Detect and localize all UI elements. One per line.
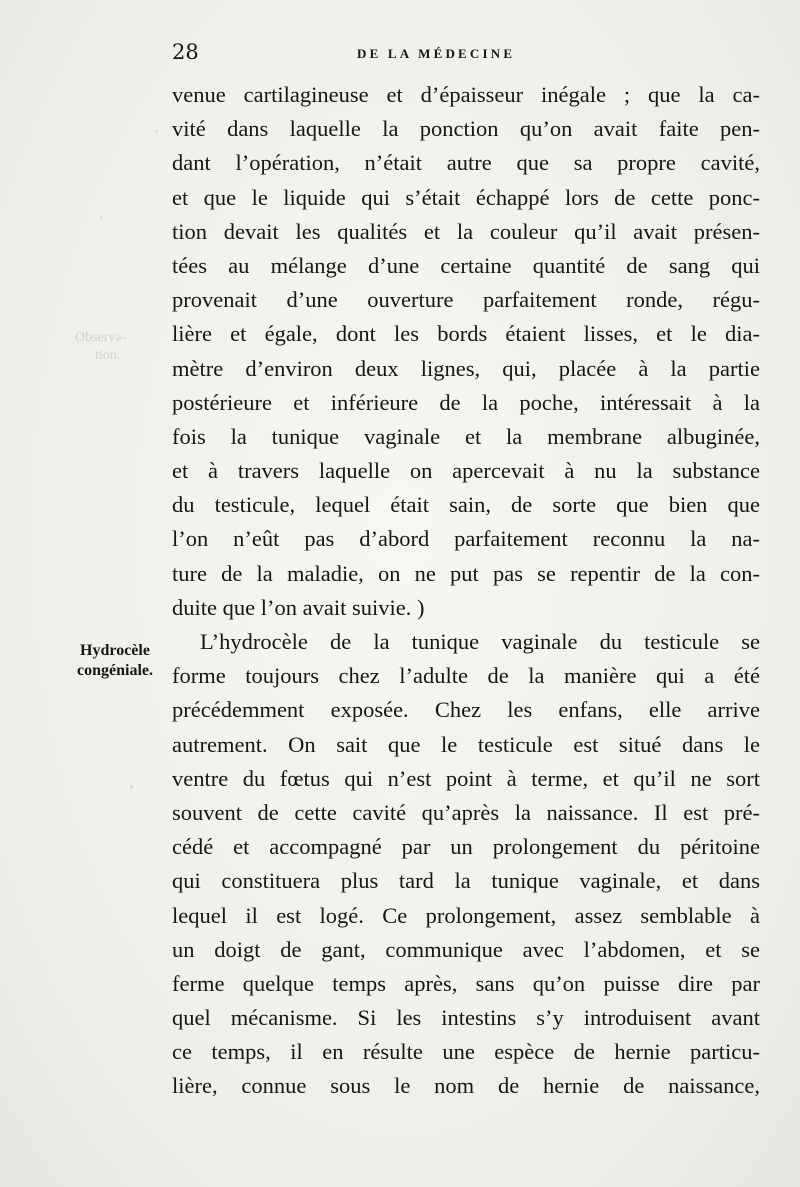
text-line: ture de la maladie, on ne put pas se repentir de la con- <box>172 560 760 586</box>
text-line: souvent de cette cavité qu’après la naissance. Il est pré- <box>172 799 760 825</box>
paragraph-start-line: L’hydrocèle de la tunique vaginale du testicule se <box>200 629 760 654</box>
page-header <box>172 40 760 70</box>
text-line: précédemment exposée. Chez les enfans, elle arrive <box>172 697 760 723</box>
text-line: tées au mélange d’une certaine quantité de sang qui <box>172 252 760 278</box>
text-line: mètre d’environ deux lignes, qui, placée à la partie <box>172 355 760 381</box>
text-line: duite que l’on avait suivie. ) <box>172 594 425 620</box>
paper-speck <box>155 130 158 133</box>
text-line: ventre du fœtus qui n’est point à terme, et qu’il ne sort <box>172 765 760 791</box>
text-line: forme toujours chez l’adulte de la manière qui a été <box>172 663 760 689</box>
show-through-mark: tion. <box>95 348 121 363</box>
running-head: DE LA MÉDECINE <box>357 46 516 61</box>
text-line: et à travers laquelle on apercevait à nu la substance <box>172 458 760 484</box>
text-line: et que le liquide qui s’était échappé lors de cette ponc- <box>172 184 760 210</box>
paper-speck <box>130 785 133 789</box>
text-line: vité dans laquelle la ponction qu’on avait faite pen- <box>172 116 760 142</box>
text-line: ce temps, il en résulte une espèce de hernie particu- <box>172 1039 760 1065</box>
margin-note <box>60 641 170 681</box>
paper-speck <box>100 215 102 220</box>
text-line: postérieure et inférieure de la poche, intéressait à la <box>172 389 760 415</box>
text-line: cédé et accompagné par un prolongement du péritoine <box>172 834 760 860</box>
text-line: provenait d’une ouverture parfaitement ronde, régu- <box>172 287 760 313</box>
text-line: quel mécanisme. Si les intestins s’y introduisent avant <box>172 1005 760 1031</box>
text-line: lière, connue sous le nom de hernie de naissance, <box>172 1073 760 1099</box>
text-line: un doigt de gant, communique avec l’abdomen, et se <box>172 936 760 962</box>
text-line: autrement. On sait que le testicule est situé dans le <box>172 731 760 757</box>
text-line: ferme quelque temps après, sans qu’on puisse dire par <box>172 970 760 996</box>
margin-note-line: Hydrocèle <box>80 642 150 659</box>
text-line: lequel il est logé. Ce prolongement, assez semblable à <box>172 902 760 928</box>
text-line: l’on n’eût pas d’abord parfaitement reconnu la na- <box>172 526 760 552</box>
text-line: du testicule, lequel était sain, de sorte que bien que <box>172 492 760 518</box>
text-line: lière et égale, dont les bords étaient lisses, et le dia- <box>172 321 760 347</box>
show-through-mark: Observa- <box>75 330 127 345</box>
text-line: dant l’opération, n’était autre que sa propre cavité, <box>172 150 760 176</box>
text-line: fois la tunique vaginale et la membrane albuginée, <box>172 423 760 449</box>
text-line: tion devait les qualités et la couleur qu’il avait présen- <box>172 218 760 244</box>
page-number: 28 <box>172 40 199 64</box>
text-line: venue cartilagineuse et d’épaisseur inégale ; que la ca- <box>172 82 760 107</box>
body-text <box>172 78 760 1104</box>
text-line: qui constituera plus tard la tunique vaginale, et dans <box>172 868 760 894</box>
margin-note-line: congéniale. <box>77 662 153 679</box>
